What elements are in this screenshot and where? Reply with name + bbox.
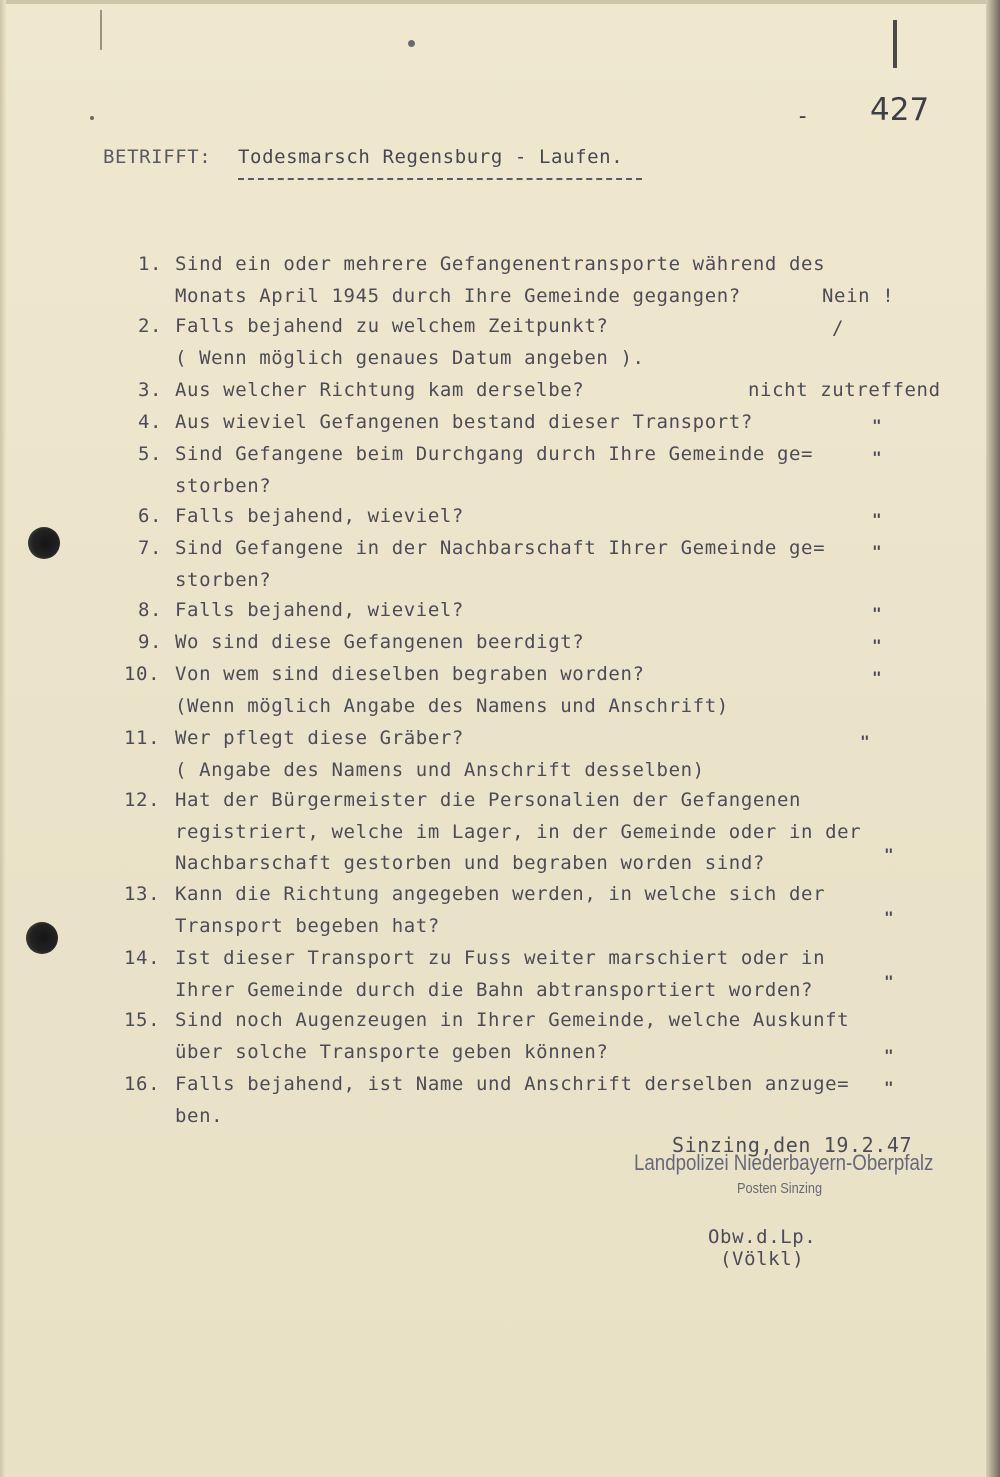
question-text-line: ben. bbox=[175, 1104, 224, 1127]
question-text-line: Ihrer Gemeinde durch die Bahn abtransportiert worden? bbox=[175, 978, 814, 1001]
question-text-line: Falls bejahend zu welchem Zeitpunkt? bbox=[175, 315, 609, 337]
punch-hole-top bbox=[28, 527, 60, 559]
question-number: 11. bbox=[124, 727, 161, 749]
question-number: 14. bbox=[124, 947, 161, 969]
question-text-line: Wo sind diese Gefangenen beerdigt? bbox=[175, 631, 585, 653]
question-text-line: Sind Gefangene beim Durchgang durch Ihre Gemeinde ge= bbox=[175, 443, 814, 465]
question-number: 13. bbox=[124, 883, 161, 905]
question-text-line: Falls bejahend, wieviel? bbox=[175, 505, 464, 527]
subject-underline bbox=[238, 178, 642, 180]
question-text-line: Falls bejahend, wieviel? bbox=[175, 599, 464, 621]
question-text-line: Kann die Richtung angegeben werden, in welche sich der bbox=[175, 883, 826, 905]
question-number: 7. bbox=[138, 537, 163, 559]
question-text-line: Nachbarschaft gestorben und begraben worden sind? bbox=[175, 852, 765, 874]
answer-text: / bbox=[832, 317, 845, 339]
staple-mark bbox=[893, 20, 897, 68]
question-text-line: Hat der Bürgermeister die Personalien der Gefangenen bbox=[175, 789, 802, 811]
answer-ditto-mark: " bbox=[872, 668, 882, 687]
question-text-line: storben? bbox=[175, 568, 272, 591]
answer-ditto-mark: " bbox=[884, 1045, 894, 1065]
answer-ditto-mark: " bbox=[884, 845, 894, 864]
question-text-line: Sind ein oder mehrere Gefangenentransporte während des bbox=[175, 253, 826, 275]
answer-ditto-mark: " bbox=[872, 636, 882, 655]
question-text-line: über solche Transporte geben können? bbox=[175, 1040, 609, 1063]
question-text-line: Falls bejahend, ist Name und Anschrift derselben anzuge= bbox=[175, 1073, 850, 1095]
paper-edge-top bbox=[0, 0, 1000, 4]
question-number: 16. bbox=[124, 1073, 161, 1095]
answer-ditto-mark: " bbox=[872, 604, 882, 623]
question-text-line: Aus welcher Richtung kam derselbe? bbox=[175, 379, 585, 401]
question-text-line: Sind noch Augenzeugen in Ihrer Gemeinde, welche Auskunft bbox=[175, 1009, 850, 1031]
question-number: 15. bbox=[124, 1009, 161, 1031]
question-text-line: ( Angabe des Namens und Anschrift desselben) bbox=[175, 758, 705, 781]
question-text-line: Sind Gefangene in der Nachbarschaft Ihrer Gemeinde ge= bbox=[175, 537, 826, 559]
question-text-line: Transport begeben hat? bbox=[175, 914, 440, 937]
question-text-line: Aus wieviel Gefangenen bestand dieser Transport? bbox=[175, 411, 753, 433]
question-number: 1. bbox=[138, 253, 163, 275]
place-date: Sinzing,den 19.2.47 bbox=[672, 1133, 913, 1157]
question-text-line: storben? bbox=[175, 474, 272, 497]
question-text-line: Monats April 1945 durch Ihre Gemeinde gegangen? bbox=[175, 284, 741, 307]
header-dash: - bbox=[796, 104, 810, 129]
question-text-line: Von wem sind dieselben begraben worden? bbox=[175, 663, 645, 685]
paper-edge-left bbox=[0, 0, 6, 1477]
answer-text: nicht zutreffend bbox=[748, 379, 941, 401]
question-text-line: Ist dieser Transport zu Fuss weiter marschiert oder in bbox=[175, 947, 826, 969]
question-number: 4. bbox=[138, 411, 163, 433]
question-text-line: (Wenn möglich Angabe des Namens und Anschrift) bbox=[175, 694, 729, 717]
ink-dot bbox=[408, 40, 415, 47]
question-number: 3. bbox=[138, 379, 163, 401]
answer-ditto-mark: " bbox=[884, 971, 894, 991]
signature-name: (Völkl) bbox=[720, 1248, 805, 1270]
answer-ditto-mark: " bbox=[872, 542, 882, 561]
answer-text: Nein ! bbox=[822, 284, 895, 307]
paper-edge-right bbox=[986, 0, 1000, 1477]
subject-title: Todesmarsch Regensburg - Laufen. bbox=[238, 146, 624, 168]
question-text-line: registriert, welche im Lager, in der Gemeinde oder in der bbox=[175, 820, 862, 843]
question-number: 9. bbox=[138, 631, 163, 653]
answer-ditto-mark: " bbox=[872, 448, 882, 467]
question-number: 5. bbox=[138, 443, 163, 465]
paper-scratch bbox=[100, 10, 102, 50]
question-text-line: ( Wenn möglich genaues Datum angeben ). bbox=[175, 346, 645, 369]
page-number: 427 bbox=[870, 92, 930, 128]
answer-ditto-mark: " bbox=[884, 1078, 894, 1097]
answer-ditto-mark: " bbox=[884, 907, 894, 927]
question-number: 10. bbox=[124, 663, 161, 685]
question-number: 6. bbox=[138, 505, 163, 527]
police-stamp-line2: Posten Sinzing bbox=[737, 1180, 823, 1197]
answer-ditto-mark: " bbox=[872, 416, 882, 435]
question-number: 8. bbox=[138, 599, 163, 621]
subject-label: BETRIFFT: bbox=[103, 146, 212, 168]
punch-hole-bottom bbox=[26, 922, 58, 954]
answer-ditto-mark: " bbox=[860, 732, 870, 751]
ink-dot bbox=[90, 116, 94, 120]
question-number: 12. bbox=[124, 789, 161, 811]
answer-ditto-mark: " bbox=[872, 510, 882, 529]
question-number: 2. bbox=[138, 315, 163, 337]
police-stamp-line1: Landpolizei Niederbayern-Oberpfalz bbox=[634, 1150, 934, 1175]
question-text-line: Wer pflegt diese Gräber? bbox=[175, 727, 464, 749]
signature-title: Obw.d.Lp. bbox=[708, 1226, 817, 1248]
